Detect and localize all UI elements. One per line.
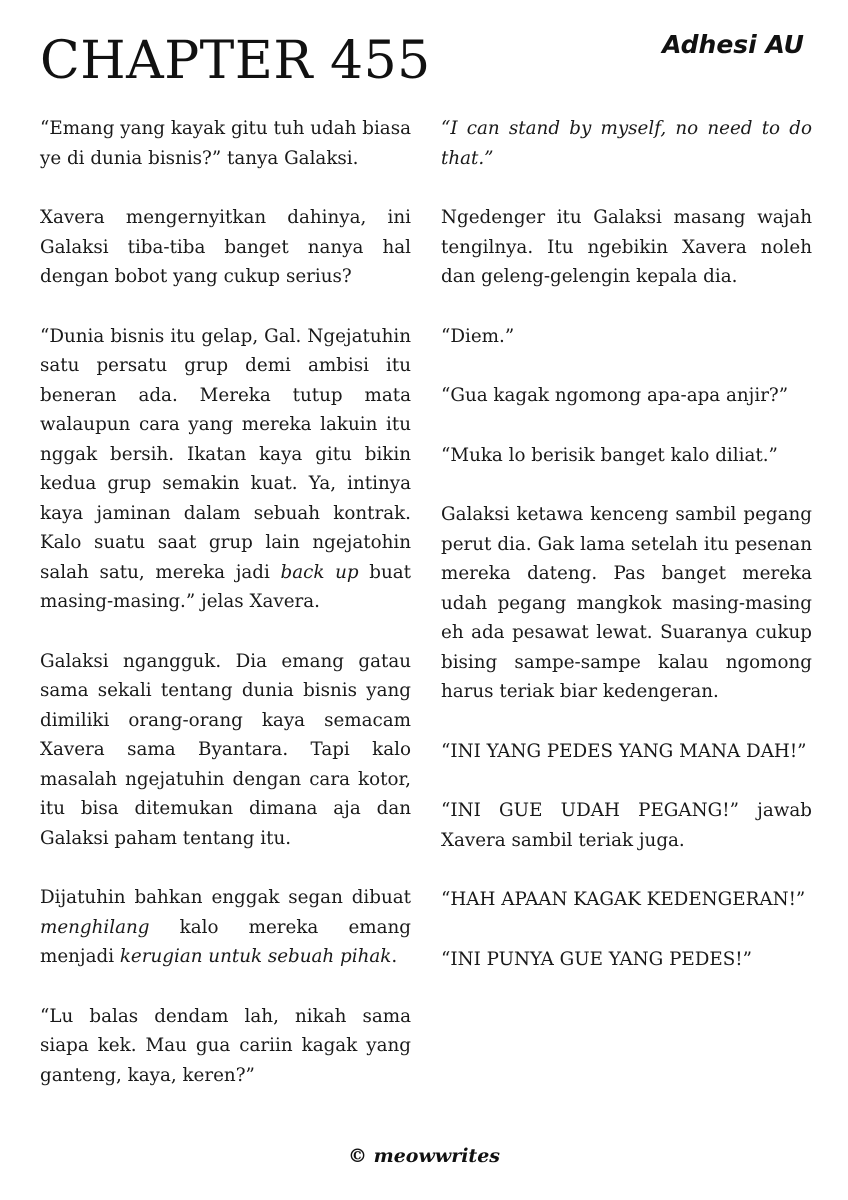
paragraph (441, 381, 812, 411)
paragraph (441, 500, 812, 707)
right-text-column (441, 114, 812, 1004)
paragraph (441, 796, 812, 855)
author-credit: © meowwrites (348, 1145, 500, 1167)
text-run: “Dunia bisnis itu gelap, Gal. Ngejatuhin satu persatu grup demi ambisi itu beneran ada. Mereka tutup mata walaupun cara yang mereka lakuin itu nggak bersih. Ikatan kaya gitu bikin kedua grup semakin kuat. Ya, intinya kaya jaminan dalam sebuah kontrak. Kalo suatu saat grup lain ngejatohin salah satu, mereka jadi (40, 325, 411, 583)
paragraph (441, 945, 812, 975)
paragraph (441, 322, 812, 352)
paragraph (40, 114, 411, 173)
series-tag: Adhesi AU (662, 30, 804, 59)
left-text-column (40, 114, 411, 1120)
italic-text: “I can stand by myself, no need to do that.” (441, 118, 812, 169)
text-run: Galaksi ketawa kenceng sambil pegang perut dia. Gak lama setelah itu pesenan mereka dateng. Pas banget mereka udah pegang mangkok masing-masing eh ada pesawat lewat. Suaranya cukup bising sampe-sampe kalau ngomong harus teriak biar kedengeran. (441, 504, 812, 702)
text-run: “Emang yang kayak gitu tuh udah biasa ye di dunia bisnis?” tanya Galaksi. (40, 118, 411, 169)
chapter-title: CHAPTER 455 (40, 31, 431, 91)
text-run: “Gua kagak ngomong apa-apa anjir?” (441, 385, 789, 406)
paragraph (40, 647, 411, 854)
italic-text: back up (280, 561, 359, 583)
text-run: buat masing-masing.” jelas Xavera. (40, 561, 411, 612)
text-run: “INI YANG PEDES YANG MANA DAH!” (441, 740, 807, 762)
text-run: “Lu balas dendam lah, nikah sama siapa kek. Mau gua cariin kagak yang ganteng, kaya, keren?” (40, 1005, 411, 1086)
paragraph (441, 114, 812, 173)
text-run: “HAH APAAN KAGAK KEDENGERAN!” (441, 889, 806, 910)
text-run: . (391, 946, 398, 967)
text-run: “INI GUE UDAH PEGANG!” jawab Xavera sambil teriak juga. (441, 800, 812, 851)
text-run: Xavera mengernyitkan dahinya, ini Galaksi tiba-tiba banget nanya hal dengan bobot yang cukup serius? (40, 207, 411, 287)
paragraph (40, 1002, 411, 1091)
paragraph (441, 737, 812, 767)
text-run: Dijatuhin bahkan enggak segan dibuat (40, 887, 411, 908)
paragraph (441, 441, 812, 471)
text-run: “Muka lo berisik banget kalo diliat.” (441, 444, 778, 466)
paragraph (40, 203, 411, 292)
text-run: Ngedenger itu Galaksi masang wajah tengilnya. Itu ngebikin Xavera noleh dan geleng-gelengin kepala dia. (441, 207, 812, 287)
text-run: “INI PUNYA GUE YANG PEDES!” (441, 948, 752, 970)
paragraph (40, 322, 411, 617)
paragraph (40, 883, 411, 972)
paragraph (441, 203, 812, 292)
paragraph (441, 885, 812, 915)
italic-text: kerugian untuk sebuah pihak (119, 946, 392, 967)
text-run: kalo mereka emang menjadi (40, 916, 411, 967)
text-run: Galaksi ngangguk. Dia emang gatau sama sekali tentang dunia bisnis yang dimiliki orang-orang kaya semacam Xavera sama Byantara. Tapi kalo masalah ngejatuhin dengan cara kotor, itu bisa ditemukan dimana aja dan Galaksi paham tentang itu. (40, 650, 411, 849)
text-run: “Diem.” (441, 325, 515, 347)
italic-text: menghilang (40, 916, 150, 938)
